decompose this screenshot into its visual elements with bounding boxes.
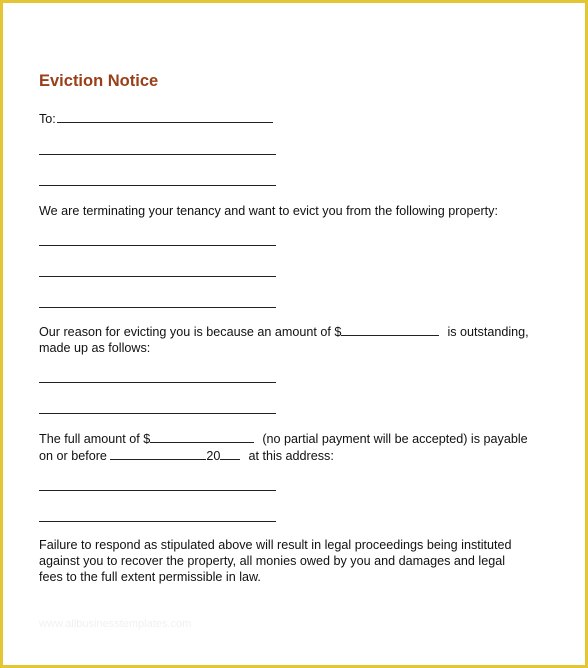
- year-suffix-blank: [220, 447, 240, 460]
- year-prefix: 20: [206, 449, 221, 463]
- to-blank-line: [57, 110, 273, 123]
- document-title: Eviction Notice: [39, 72, 159, 90]
- address-blank-line: [39, 154, 276, 155]
- to-field-row: [39, 110, 273, 127]
- failure-paragraph-line-1: Failure to respond as stipulated above will result in legal proceedings being instituted: [39, 538, 512, 552]
- failure-paragraph-line-3: fees to the full extent permissible in law.: [39, 570, 261, 584]
- property-paragraph: We are terminating your tenancy and want to evict you from the following property:: [39, 204, 498, 218]
- watermark-text: www.allbusinesstemplates.com: [39, 618, 192, 630]
- due-date-label: on or before: [39, 449, 107, 463]
- property-blank-line: [39, 245, 276, 246]
- breakdown-blank-line: [39, 382, 276, 383]
- amount-outstanding-blank: [341, 323, 439, 336]
- breakdown-blank-line: [39, 413, 276, 414]
- payment-paragraph-line-1: [39, 430, 551, 447]
- address-label: at this address:: [248, 449, 334, 463]
- payment-address-blank-line: [39, 490, 276, 491]
- property-blank-line: [39, 276, 276, 277]
- to-label: To:: [39, 112, 56, 126]
- reason-text-part-1: Our reason for evicting you is because an amount of $: [39, 325, 342, 339]
- reason-paragraph-line-2: made up as follows:: [39, 341, 151, 355]
- payment-text-part-1: The full amount of $: [39, 432, 151, 446]
- payment-text-part-2: (no partial payment will be accepted) is payable: [262, 432, 528, 446]
- payment-paragraph-line-2: [39, 447, 551, 464]
- full-amount-blank: [150, 430, 254, 443]
- due-date-blank: [110, 447, 206, 460]
- failure-paragraph-line-2: against you to recover the property, all monies owed by you and damages and legal: [39, 554, 506, 568]
- reason-paragraph-line-1: [39, 323, 551, 340]
- property-blank-line: [39, 307, 276, 308]
- address-blank-line: [39, 185, 276, 186]
- reason-text-part-2: is outstanding,: [447, 325, 529, 339]
- payment-address-blank-line: [39, 521, 276, 522]
